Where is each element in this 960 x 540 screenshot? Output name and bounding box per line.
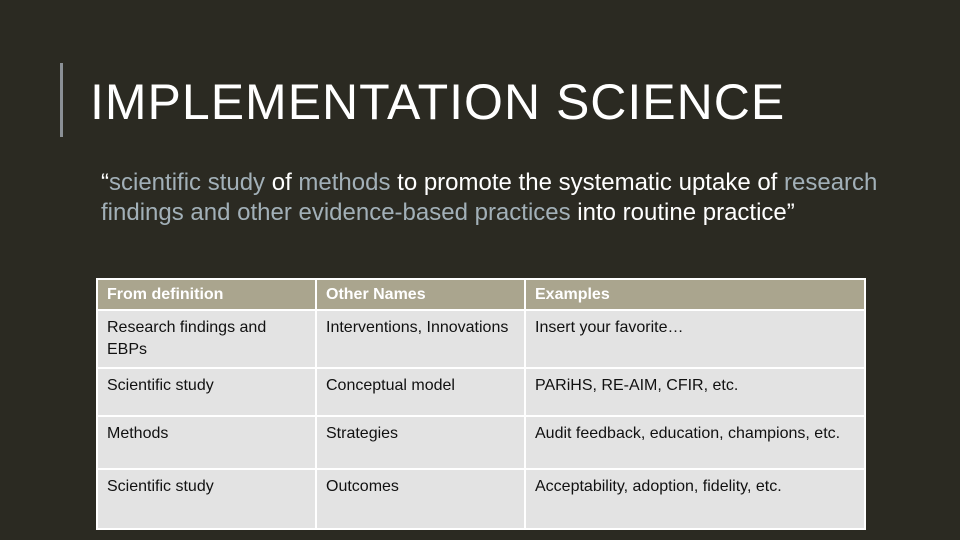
quote-highlight: scientific study [109,169,266,196]
page-title: IMPLEMENTATION SCIENCE [90,74,786,130]
column-header-from-definition: From definition [97,279,316,310]
table-row [97,469,865,529]
table-cell: Acceptability, adoption, fidelity, etc. [525,469,865,529]
definitions-table [96,278,866,530]
quote-text: “ [101,169,109,196]
table-cell: Audit feedback, education, champions, etc. [525,416,865,469]
quote-text: of [265,169,299,196]
definition-quote [101,168,891,228]
quote-text: into routine practice” [570,199,795,226]
table-cell: Methods [97,416,316,469]
quote-text: to promote the systematic uptake of [390,169,785,196]
column-header-other-names: Other Names [316,279,525,310]
table-header-row [97,279,865,310]
table-cell: Conceptual model [316,368,525,416]
quote-highlight: methods [298,169,391,196]
table-row [97,310,865,368]
column-header-examples: Examples [525,279,865,310]
table-cell: Strategies [316,416,525,469]
table-cell: Insert your favorite… [525,310,865,368]
definitions-table-container [96,278,864,528]
table-cell: Research findings and EBPs [97,310,316,368]
table-cell: PARiHS, RE-AIM, CFIR, etc. [525,368,865,416]
quote-highlight: research findings and other evidence-based practices [101,169,878,226]
table-row [97,416,865,469]
table-cell: Scientific study [97,368,316,416]
table-cell: Interventions, Innovations [316,310,525,368]
table-cell: Scientific study [97,469,316,529]
table-cell: Outcomes [316,469,525,529]
table-row [97,368,865,416]
title-accent-bar [60,63,63,137]
